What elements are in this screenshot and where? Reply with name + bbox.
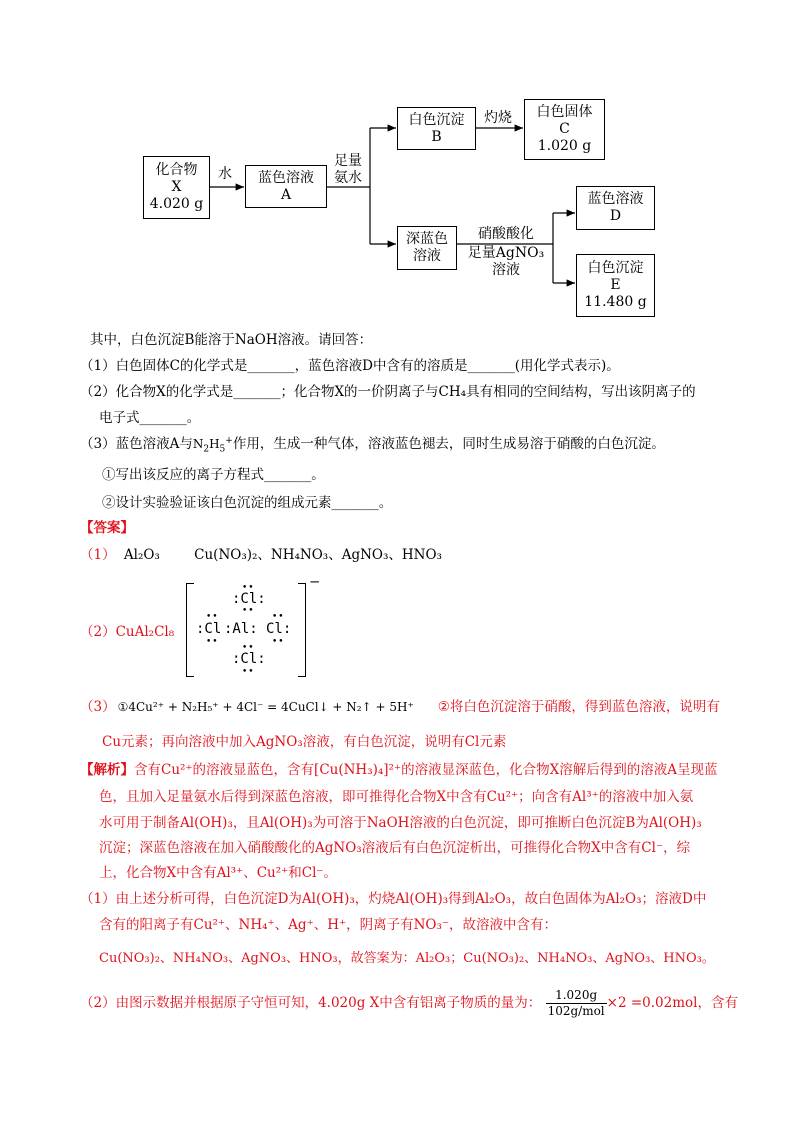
analysis-line2: 色，且加入足量氨水后得到深蓝色溶液，即可推得化合物X中含有Cu²⁺；向含有Al³⁺的溶液中加入氨 xyxy=(99,789,694,805)
dots-cl-left-top: •• xyxy=(206,612,219,622)
label-burn: 灼烧 xyxy=(484,110,512,126)
answer-2: （2）CuAl₂Cl₈ xyxy=(80,624,175,640)
bracket-right xyxy=(298,583,306,677)
box-precipitate-e: 白色沉淀 E 11.480 g xyxy=(576,254,655,317)
analysis-s1-line3: Cu(NO₃)₂、NH₄NO₃、AgNO₃、HNO₃，故答案为：Al₂O₃；Cu(NO₃)₂、NH₄NO₃、AgNO₃、HNO₃。 xyxy=(99,951,715,966)
dots-cl-right-top: •• xyxy=(272,612,285,622)
box-compound-x: 化合物 X 4.020 g xyxy=(143,156,210,219)
question-2-line1: （2）化合物X的化学式是_______；化合物X的一价阴离子与CH₄具有相同的空间结构，写出该阴离子的 xyxy=(80,384,696,400)
box-deep-blue-solution: 深蓝色 溶液 xyxy=(397,226,457,270)
dots-cl-right-bottom: •• xyxy=(272,637,285,647)
question-2-line2: 电子式_______。 xyxy=(99,410,201,426)
atom-cl-left: :Cl xyxy=(196,621,222,637)
atom-al: :Al: xyxy=(224,621,258,637)
box-solid-c: 白色固体 C 1.020 g xyxy=(524,99,605,160)
question-intro: 其中，白色沉淀B能溶于NaOH溶液。请回答： xyxy=(90,332,373,348)
label-ammonia: 足量 氨水 xyxy=(334,153,362,186)
analysis-line1: 【解析】含有Cu²⁺的溶液显蓝色，含有[Cu(NH₃)₄]²⁺的溶液显深蓝色，化合物X溶解后得到的溶液A呈现蓝 xyxy=(80,762,718,778)
dots-cl-bottom-top: •• xyxy=(242,643,255,653)
molar-fraction: $\frac{1.020g}{\text{102g/mol}}$ xyxy=(547,988,605,1018)
answer-heading: 【答案】 xyxy=(80,520,134,536)
box-precipitate-b: 白色沉淀 B xyxy=(397,107,476,150)
answer-1: （1） Al₂O₃ Cu(NO₃)₂、NH₄NO₃、AgNO₃、HNO₃ xyxy=(80,547,442,563)
diagram-connectors xyxy=(0,0,800,330)
analysis-line4: 沉淀；深蓝色溶液在加入硝酸酸化的AgNO₃溶液后有白色沉淀析出，可推得化合物X中含有Cl⁻，综 xyxy=(99,840,691,856)
analysis-line3: 水可用于制备Al(OH)₃，且Al(OH)₃为可溶于NaOH溶液的白色沉淀，即可推断白色沉淀B为Al(OH)₃ xyxy=(99,815,702,831)
analysis-s1-line1: （1）由上述分析可得，白色沉淀D为Al(OH)₃，灼烧Al(OH)₃得到Al₂O₃，故白色固体为Al₂O₃；溶液D中 xyxy=(80,891,707,907)
question-3-line1: （3）蓝色溶液A与$N_2H_5^+$作用，生成一种气体，溶液蓝色褪去，同时生成易溶于硝酸的白色沉淀。 xyxy=(80,436,665,455)
answer-3-line1: （3） ①4Cu²⁺ + N₂H₅⁺ + 4Cl⁻ = 4CuCl↓ + N₂↑ + 5H⁺ ②将白色沉淀溶于硝酸，得到蓝色溶液，说明有 xyxy=(80,699,720,715)
question-3-sub1: ①写出该反应的离子方程式_______。 xyxy=(102,467,325,483)
analysis-s1-line2: 含有的阳离子有Cu²⁺、NH₄⁺、Ag⁺、H⁺，阴离子有NO₃⁻，故溶液中含有： xyxy=(99,917,558,933)
alcl4-lewis-structure xyxy=(186,583,306,677)
question-1: （1）白色固体C的化学式是_______，蓝色溶液D中含有的溶质是_______(用化学式表示)。 xyxy=(80,358,620,374)
atom-cl-bottom: :Cl: xyxy=(232,651,266,667)
n2h5-formula: $N_2H_5^+$ xyxy=(192,436,233,455)
dots-cl-bottom: •• xyxy=(242,667,255,677)
box-solution-d: 蓝色溶液 D xyxy=(576,186,655,230)
label-acid-agno3: 硝酸酸化 足量AgNO₃ 溶液 xyxy=(467,226,545,278)
lewis-charge: − xyxy=(309,574,321,590)
dots-cl-top: •• xyxy=(242,583,255,593)
answer-3-line2: Cu元素；再向溶液中加入AgNO₃溶液，有白色沉淀，说明有Cl元素 xyxy=(102,734,507,750)
question-3-sub2: ②设计实验验证该白色沉淀的组成元素_______。 xyxy=(102,495,393,511)
dots-cl-left-bottom: •• xyxy=(206,637,219,647)
analysis-s2-line1: （2）由图示数据并根据原子守恒可知，4.020g X中含有铝离子物质的量为： $\frac{1.020g}{\text{102g/mol}}$ ×2 =0.02mol，含有 xyxy=(80,988,738,1018)
analysis-line5: 上，化合物X中含有Al³⁺、Cu²⁺和Cl⁻。 xyxy=(99,865,338,881)
box-solution-a: 蓝色溶液 A xyxy=(245,165,327,208)
atom-cl-right: Cl: xyxy=(266,621,292,637)
label-water: 水 xyxy=(218,166,232,182)
bracket-left xyxy=(186,583,194,677)
dots-cl-top-bottom: •• xyxy=(242,606,255,616)
atom-cl-top: :Cl: xyxy=(232,591,266,607)
